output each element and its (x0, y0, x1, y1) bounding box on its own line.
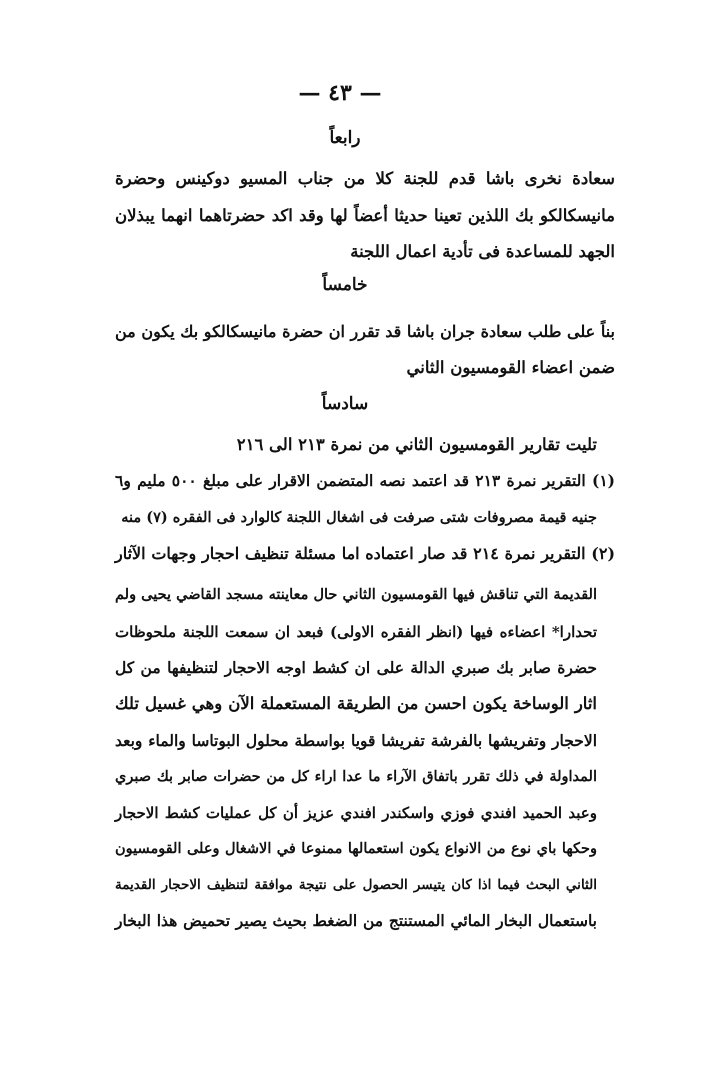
section-heading-fourth: رابعاً (329, 128, 361, 148)
paragraph-line: (١) التقرير نمرة ٢١٣ قد اعتمد نصه المتضمن الاقرار على مبلغ ٥٠٠ مليم و٦ (115, 471, 615, 490)
paragraph-line: باستعمال البخار المائي المستنتج من الضغط بحيث يصير تحميض هذا البخار (115, 911, 597, 930)
section-heading-sixth: سادساً (321, 394, 369, 414)
paragraph-line: وحكها باي نوع من الانواع يكون استعمالها ممنوعا في الاشغال وعلى القومسيون (115, 840, 597, 857)
paragraph-line: (٢) التقرير نمرة ٢١٤ قد صار اعتماده اما مسئلة تنظيف احجار وجهات الآثار (115, 544, 616, 563)
paragraph-line: ضمن اعضاء القومسيون الثاني (406, 358, 615, 377)
paragraph-line: الثاني البحث فيما اذا كان يتيسر الحصول على نتيجة موافقة لتنظيف الاحجار القديمة (115, 877, 597, 893)
paragraph-line: تحدارا* اعضاءه فيها (انظر الفقره الاولى) فبعد ان سمعت اللجنة ملحوظات (115, 623, 597, 641)
paragraph-line: بناً على طلب سعادة جران باشا قد تقرر ان حضرة مانيسكالكو بك يكون من (115, 322, 615, 341)
paragraph-line: الاحجار وتفريشها بالفرشة تفريشا قويا بواسطة محلول البوتاسا والماء وبعد (115, 731, 597, 750)
paragraph-line: الجهد للمساعدة فى تأدية اعمال اللجنة (350, 242, 615, 261)
section-heading-fifth: خامساً (322, 275, 368, 295)
paragraph-line: جنيه قيمة مصروفات شتى صرفت فى اشغال اللجنة كالوارد فى الفقره (٧) منه (121, 509, 597, 526)
paragraph-line: حضرة صابر بك صبري الدالة على ان كشط اوجه الاحجار لتنظيفها من كل (115, 658, 597, 677)
paragraph-line: وعبد الحميد افندي فوزي واسكندر افندي عزيز أن كل عمليات كشط الاحجار (115, 804, 597, 822)
paragraph-line: سعادة نخرى باشا قدم للجنة كلا من جناب المسيو دوكينس وحضرة (115, 169, 615, 188)
paragraph-line: القديمة التي تناقش فيها القومسيون الثاني حال معاينته مسجد القاضي يحيى ولم (115, 586, 597, 603)
paragraph-line: مانيسكالكو بك اللذين تعينا حديثا أعضاً لها وقد اكد حضرتاهما انهما يبذلان (115, 206, 615, 225)
paragraph-line: تليت تقارير القومسيون الثاني من نمرة ٢١٣ الى ٢١٦ (236, 435, 597, 454)
paragraph-line: المداولة في ذلك تقرر باتفاق الآراء ما عدا اراء كل من حضرات صابر بك صبري (115, 768, 597, 785)
paragraph-line: اثار الوساخة يكون احسن من الطريقة المستعملة الآن وهي غسيل تلك (115, 694, 597, 713)
page-number: — ٤٣ — (298, 80, 382, 106)
